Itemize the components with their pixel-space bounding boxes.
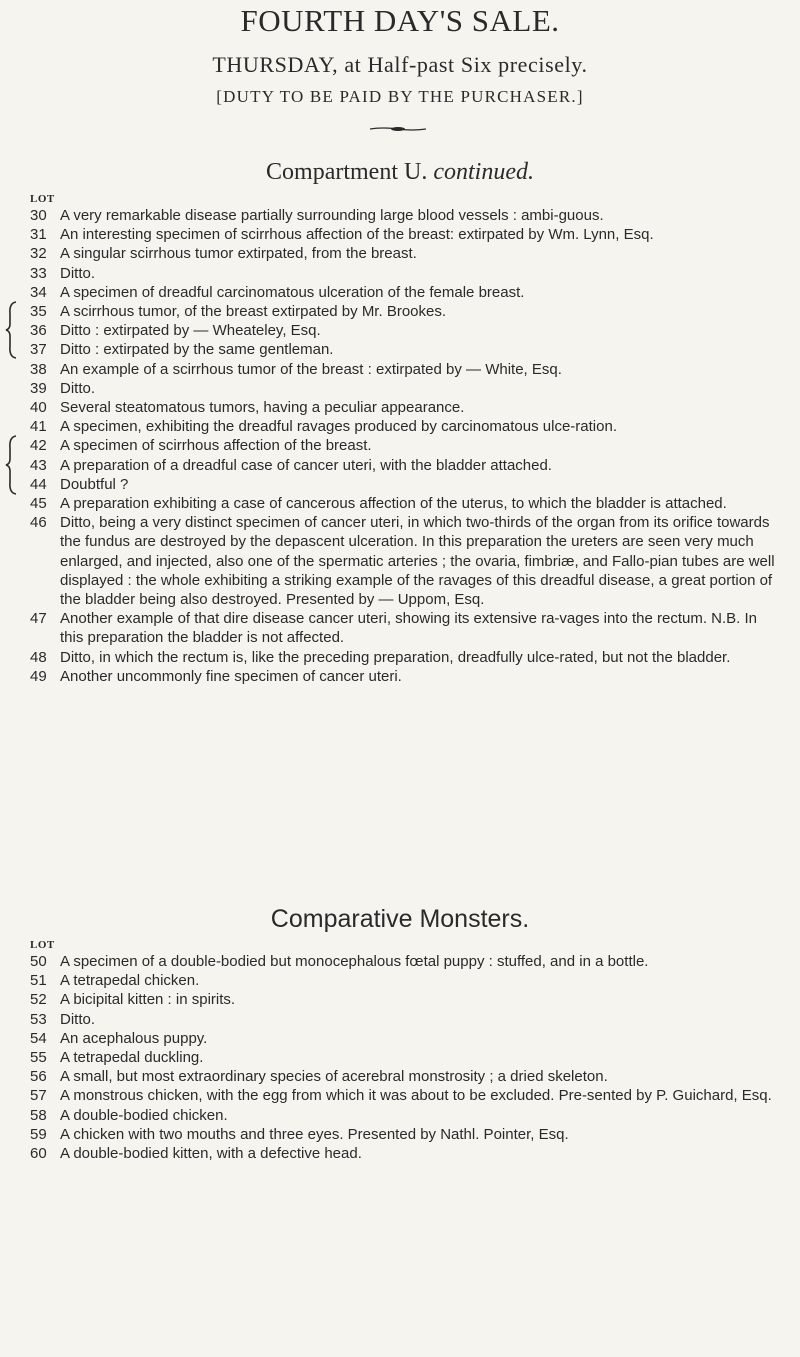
lot-description: Several steatomatous tumors, having a peculiar appearance. [60,399,465,417]
lot-entry [30,1010,775,1029]
lot-number: 36 [30,322,47,340]
lot-description: Another uncommonly fine specimen of cancer uteri. [60,667,402,685]
lot-description: A bicipital kitten : in spirits. [60,991,236,1009]
lot-entry [30,667,775,686]
lot-description: Ditto. [60,264,96,282]
lot-number: 45 [30,495,47,513]
lot-number: 34 [30,283,47,301]
lot-entry [30,1086,775,1105]
lot-description: An interesting specimen of scirrhous affection of the breast: extirpated by Wm. Lynn, Esq. [60,226,654,244]
lot-entry [30,1106,775,1125]
page-title: FOURTH DAY'S SALE. [240,3,560,38]
monsters-heading: Comparative Monsters. [270,905,530,933]
lot-entry [30,398,775,417]
lot-description: Ditto, being a very distinct specimen of cancer uteri, in which two-thirds of the organ from its orifice towards the fundus are destroyed by the depascent ulceration. In this preparation the ureters are seen very much enlarged, and injected, also one of the spermatic arteries ; the ovaria, fimbriæ, and Fallo-pian tubes are well displayed : the whole exhibiting a striking example of the ravages of this dreadful disease, a great portion of the bladder being also destroyed. Presented by — Uppom, Esq. [60,514,775,609]
lot-entry [30,1144,775,1163]
lot-number: 55 [30,1049,47,1067]
lot-description: Ditto. [60,379,96,397]
lot-entry [30,206,775,225]
lot-number: 51 [30,972,47,990]
lot-description: A scirrhous tumor, of the breast extirpated by Mr. Brookes. [60,303,447,321]
lot-number: 32 [30,245,47,263]
lot-number: 41 [30,418,47,436]
lot-number: 50 [30,953,47,970]
lot-number: 40 [30,399,47,417]
lot-number: 44 [30,475,47,493]
lot-description: A specimen, exhibiting the dreadful ravages produced by carcinomatous ulce-ration. [60,418,617,436]
lot-entry [30,264,775,283]
lot-entry [30,436,775,455]
lot-column-label: LOT [30,939,55,951]
lot-description: A preparation exhibiting a case of cancerous affection of the uterus, to which the bladder is attached. [60,495,727,513]
lot-entry [30,1067,775,1086]
lot-number: 47 [30,610,47,628]
lot-number: 30 [30,207,47,224]
lot-number: 46 [30,514,47,532]
lot-description: Doubtful ? [60,475,129,493]
lot-entry [30,225,775,244]
lot-entry [30,417,775,436]
lot-number: 57 [30,1087,47,1105]
lot-description: Another example of that dire disease cancer uteri, showing its extensive ra-vages into the rectum. N.B. In this preparation the bladder is not affected. [60,610,758,647]
lot-entry [30,971,775,990]
lot-description: A small, but most extraordinary species of acerebral monstrosity ; a dried skeleton. [60,1068,608,1086]
lot-number: 38 [30,360,47,378]
lot-description: Ditto : extirpated by — Wheateley, Esq. [60,322,321,340]
ornamental-rule-icon [370,126,426,132]
compartment-lot-list [30,206,775,686]
lot-number: 37 [30,341,47,359]
brace-icon [4,300,18,360]
lot-entry [30,513,775,609]
lot-entry [30,952,775,971]
lot-number: 35 [30,303,47,321]
lot-number: 31 [30,226,47,244]
lot-number: 60 [30,1145,47,1163]
lot-entry [30,360,775,379]
lot-description: A double-bodied chicken. [60,1106,228,1124]
lot-entry [30,456,775,475]
lot-entry [30,379,775,398]
lot-description: A monstrous chicken, with the egg from which it was about to be excluded. Pre-sented by P. Guichard, Esq. [60,1087,772,1105]
lot-entry [30,475,775,494]
lot-description: A singular scirrhous tumor extirpated, from the breast. [60,245,417,263]
lot-description: A double-bodied kitten, with a defective head. [60,1145,362,1163]
lot-number: 59 [30,1125,47,1143]
brace-icon [4,434,18,496]
lot-entry [30,648,775,667]
lot-entry [30,1048,775,1067]
compartment-heading [0,158,800,186]
lot-number: 39 [30,379,47,397]
lot-entry [30,302,775,321]
lot-number: 52 [30,991,47,1009]
lot-entry [30,609,775,647]
lot-entry [30,340,775,359]
lot-entry [30,990,775,1009]
lot-description: Ditto. [60,1010,96,1028]
compartment-heading-italic: continued. [433,159,534,185]
lot-number: 49 [30,667,47,685]
lot-entry [30,283,775,302]
sale-time-subtitle: THURSDAY, at Half-past Six precisely. [212,52,588,77]
compartment-heading-main: Compartment U. [266,159,428,185]
lot-number: 43 [30,456,47,474]
lot-entry [30,1029,775,1048]
lot-number: 48 [30,648,47,666]
lot-description: A preparation of a dreadful case of cancer uteri, with the bladder attached. [60,456,552,474]
lot-description: A tetrapedal duckling. [60,1049,204,1067]
lot-number: 33 [30,264,47,282]
monsters-lot-list [30,952,775,1163]
lot-number: 56 [30,1068,47,1086]
lot-description: An example of a scirrhous tumor of the breast : extirpated by — White, Esq. [60,360,562,378]
lot-number: 42 [30,437,47,455]
lot-entry [30,244,775,263]
lot-description: A chicken with two mouths and three eyes. Presented by Nathl. Pointer, Esq. [60,1125,569,1143]
lot-number: 58 [30,1106,47,1124]
lot-number: 53 [30,1010,47,1028]
lot-description: A specimen of dreadful carcinomatous ulceration of the female breast. [60,283,525,301]
lot-entry [30,494,775,513]
lot-description: Ditto : extirpated by the same gentleman. [60,341,334,359]
lot-description: A very remarkable disease partially surrounding large blood vessels : ambi-guous. [60,207,604,224]
lot-column-label: LOT [30,193,55,205]
lot-number: 54 [30,1029,47,1047]
lot-entry [30,1125,775,1144]
lot-description: A tetrapedal chicken. [60,972,200,990]
duty-notice: [DUTY TO BE PAID BY THE PURCHASER.] [216,87,584,106]
lot-entry [30,321,775,340]
lot-description: A specimen of scirrhous affection of the breast. [60,437,372,455]
lot-description: Ditto, in which the rectum is, like the preceding preparation, dreadfully ulce-rated, but not the bladder. [60,648,731,666]
lot-description: An acephalous puppy. [60,1029,208,1047]
lot-description: A specimen of a double-bodied but monocephalous fœtal puppy : stuffed, and in a bottle. [60,953,649,970]
